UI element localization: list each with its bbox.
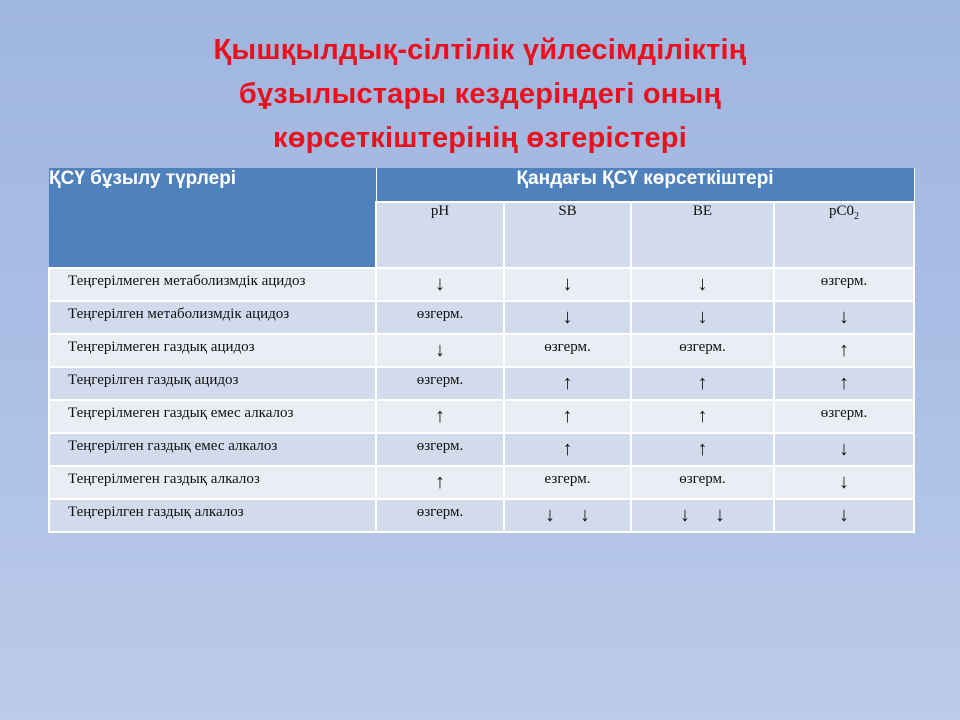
disorder-name: Теңгерілген метаболизмдік ацидоз bbox=[49, 301, 376, 334]
column-header-be: BE bbox=[631, 202, 774, 268]
cell-sb: езгерм. bbox=[504, 466, 631, 499]
cell-be: ↑ bbox=[631, 400, 774, 433]
cell-ph: өзгерм. bbox=[376, 499, 504, 532]
title-line-3: көрсеткіштерінің өзгерістері bbox=[273, 122, 687, 154]
cell-be: ↓ bbox=[631, 268, 774, 301]
cell-pco2: ↓ bbox=[774, 466, 914, 499]
cell-sb: ↑ bbox=[504, 367, 631, 400]
disorder-name: Теңгерілген газдық алкалоз bbox=[49, 499, 376, 532]
disorder-name: Теңгерілмеген газдық ацидоз bbox=[49, 334, 376, 367]
cell-pco2: ↓ bbox=[774, 301, 914, 334]
acid-base-table bbox=[48, 168, 915, 533]
cell-ph: ↓ bbox=[376, 334, 504, 367]
cell-sb: ↓ ↓ bbox=[504, 499, 631, 532]
cell-ph: ↑ bbox=[376, 466, 504, 499]
cell-be: өзгерм. bbox=[631, 334, 774, 367]
cell-pco2: ↑ bbox=[774, 367, 914, 400]
cell-be: ↓ ↓ bbox=[631, 499, 774, 532]
table-row bbox=[49, 499, 914, 532]
column-header-pco2-label: pC0 bbox=[829, 203, 855, 219]
disorder-name: Теңгерілген газдық ацидоз bbox=[49, 367, 376, 400]
column-header-sb: SB bbox=[504, 202, 631, 268]
title-line-1: Қышқылдық-сілтілік үйлесімділіктің bbox=[213, 34, 747, 66]
cell-pco2: ↓ bbox=[774, 499, 914, 532]
cell-ph: ↓ bbox=[376, 268, 504, 301]
column-header-ph: pH bbox=[376, 202, 504, 268]
disorder-name: Теңгерілген газдық емес алкалоз bbox=[49, 433, 376, 466]
header-disorder-types: ҚСҮ бұзылу түрлері bbox=[49, 168, 376, 268]
cell-ph: өзгерм. bbox=[376, 301, 504, 334]
slide-title bbox=[80, 28, 880, 160]
cell-be: ↑ bbox=[631, 433, 774, 466]
table-row bbox=[49, 400, 914, 433]
table-body bbox=[49, 268, 914, 532]
cell-be: ↓ bbox=[631, 301, 774, 334]
title-line-2: бұзылыстары кездеріндегі оның bbox=[238, 78, 722, 110]
cell-pco2: ↑ bbox=[774, 334, 914, 367]
cell-ph: өзгерм. bbox=[376, 367, 504, 400]
table-row bbox=[49, 334, 914, 367]
cell-be: ↑ bbox=[631, 367, 774, 400]
table-row bbox=[49, 466, 914, 499]
cell-sb: ↓ bbox=[504, 301, 631, 334]
cell-pco2: ↓ bbox=[774, 433, 914, 466]
cell-pco2: өзгерм. bbox=[774, 268, 914, 301]
cell-pco2: өзгерм. bbox=[774, 400, 914, 433]
column-header-pco2 bbox=[774, 202, 914, 268]
cell-be: өзгерм. bbox=[631, 466, 774, 499]
disorder-name: Теңгерілмеген газдық емес алкалоз bbox=[49, 400, 376, 433]
disorder-name: Теңгерілмеген газдық алкалоз bbox=[49, 466, 376, 499]
cell-sb: ↓ bbox=[504, 268, 631, 301]
cell-ph: өзгерм. bbox=[376, 433, 504, 466]
header-indicators: Қандағы ҚСҮ көрсеткіштері bbox=[376, 168, 914, 202]
table-row bbox=[49, 433, 914, 466]
cell-sb: ↑ bbox=[504, 400, 631, 433]
column-header-pco2-subscript: 2 bbox=[854, 211, 860, 222]
cell-sb: ↑ bbox=[504, 433, 631, 466]
cell-sb: өзгерм. bbox=[504, 334, 631, 367]
disorder-name: Теңгерілмеген метаболизмдік ацидоз bbox=[49, 268, 376, 301]
table-row bbox=[49, 367, 914, 400]
cell-ph: ↑ bbox=[376, 400, 504, 433]
table-row bbox=[49, 268, 914, 301]
table-row bbox=[49, 301, 914, 334]
